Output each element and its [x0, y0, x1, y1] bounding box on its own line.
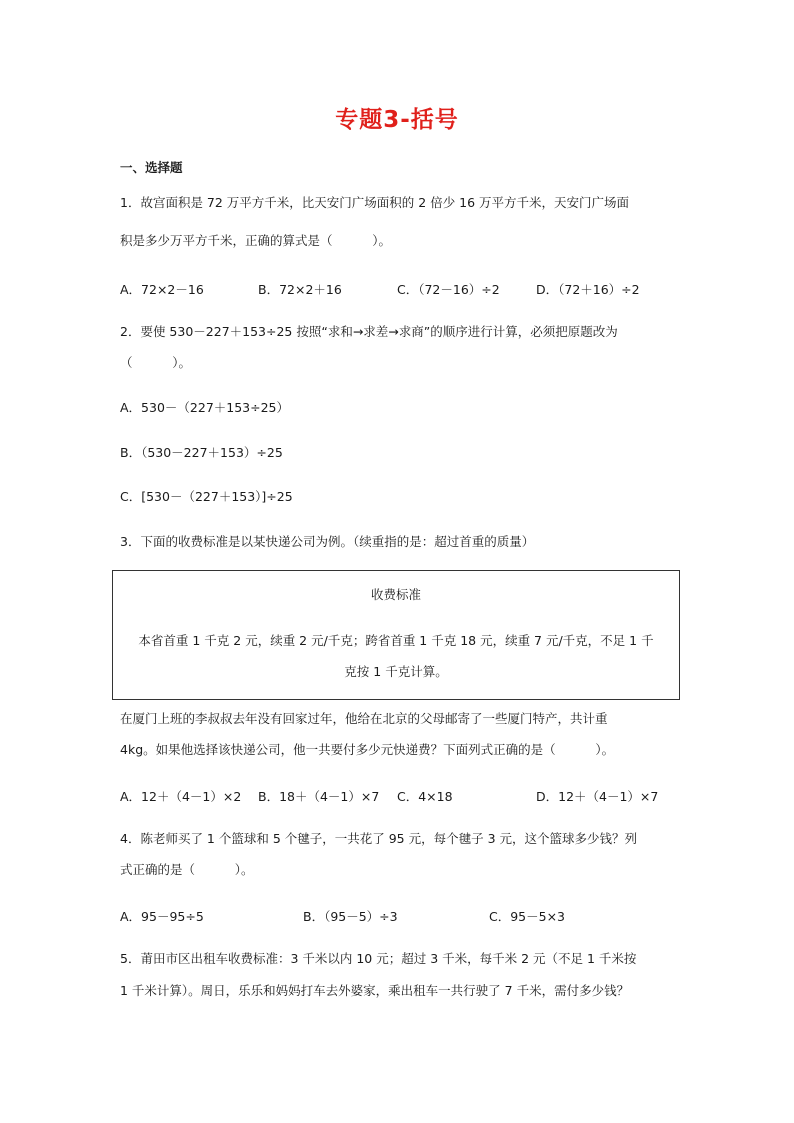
q1-line-2: 积是多少万平方千米，正确的算式是（ ）。	[120, 233, 391, 248]
q2-option-a: A．530－（227＋153÷25）	[120, 400, 290, 415]
q3-option-d: D．12＋（4－1）×7	[536, 789, 659, 804]
q1-option-d: D．（72＋16）÷2	[536, 282, 640, 297]
q3-option-a: A．12＋（4－1）×2	[120, 789, 242, 804]
q4-line-2: 式正确的是（ ）。	[120, 862, 254, 877]
q3-line-3: 4kg。如果他选择该快递公司，他一共要付多少元快递费？下面列式正确的是（ ）。	[120, 742, 615, 757]
page-title: 专题3-括号	[335, 107, 459, 133]
q2-line-1: 2．要使 530－227＋153÷25 按照“求和→求差→求商”的顺序进行计算，必须把原题改为	[120, 324, 618, 339]
q4-option-c: C．95－5×3	[489, 909, 566, 924]
fee-standard-box	[112, 570, 680, 700]
q4-option-b: B．（95－5）÷3	[303, 909, 398, 924]
q3-option-c: C．4×18	[397, 789, 453, 804]
q5-line-2: 1 千米计算）。周日，乐乐和妈妈打车去外婆家，乘出租车一共行驶了 7 千米，需付多少钱？	[120, 983, 630, 998]
q4-line-1: 4．陈老师买了 1 个篮球和 5 个毽子，一共花了 95 元，每个毽子 3 元，这个篮球多少钱？列	[120, 831, 638, 846]
q1-option-c: C．（72－16）÷2	[397, 282, 500, 297]
fee-standard-title: 收费标准	[370, 587, 421, 602]
q3-line-1: 3．下面的收费标准是以某快递公司为例。（续重指的是：超过首重的质量）	[120, 534, 535, 549]
section-heading-choice: 一、选择题	[120, 160, 183, 175]
q5-line-1: 5．莆田市区出租车收费标准：3 千米以内 10 元；超过 3 千米，每千米 2 元（不足 1 千米按	[120, 951, 637, 966]
fee-standard-line-2: 克按 1 千克计算。	[344, 664, 448, 679]
q1-option-a: A．72×2－16	[120, 282, 204, 297]
q2-option-c: C．[530－（227＋153）]÷25	[120, 489, 293, 504]
q1-option-b: B．72×2＋16	[258, 282, 342, 297]
fee-standard-line-1: 本省首重 1 千克 2 元，续重 2 元/千克；跨省首重 1 千克 18 元，续重 7 元/千克，不足 1 千	[138, 633, 654, 648]
q1-line-1: 1．故宫面积是 72 万平方千米，比天安门广场面积的 2 倍少 16 万平方千米，天安门广场面	[120, 195, 630, 210]
q2-option-b: B．（530－227＋153）÷25	[120, 445, 283, 460]
q3-line-2: 在厦门上班的李叔叔去年没有回家过年，他给在北京的父母邮寄了一些厦门特产，共计重	[120, 711, 608, 726]
q2-line-2: （ ）。	[120, 355, 191, 370]
q3-option-b: B．18＋（4－1）×7	[258, 789, 380, 804]
q4-option-a: A．95－95÷5	[120, 909, 204, 924]
